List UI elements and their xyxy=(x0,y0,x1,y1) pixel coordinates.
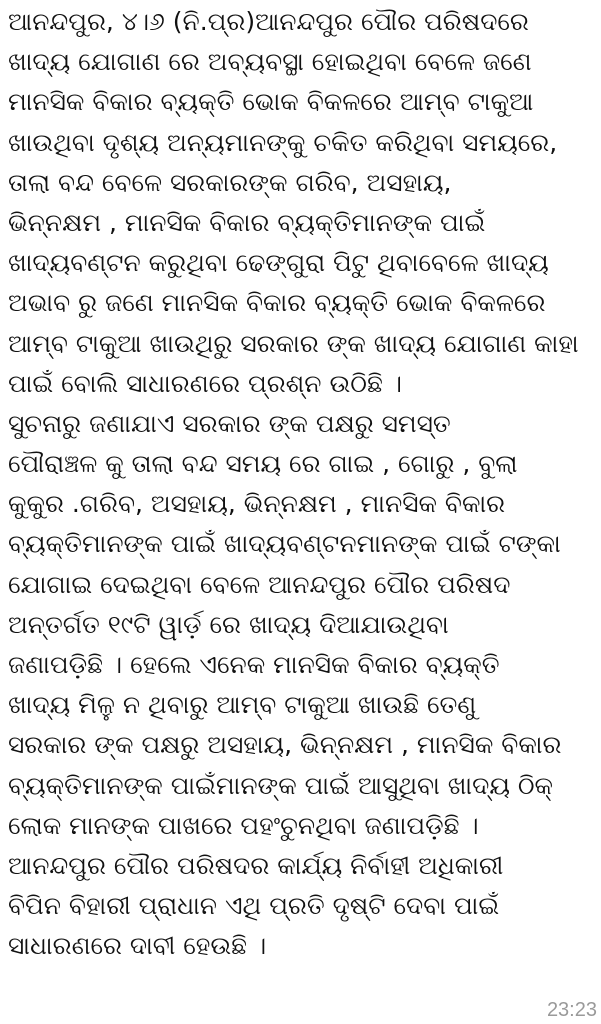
message-line: ଆମ୍ବ ଟାକୁଆ ଖାଉଥିରୁ ସରକାର ଙ୍କ ଖାଦ୍ୟ ଯୋଗାଣ କାହା xyxy=(8,328,579,358)
message-line: କୁକୁର .ଗରିବ, ଅସହାୟ, ଭିନ୍ନକ୍ଷମ , ମାନସିକ ବିକାର xyxy=(8,489,506,519)
message-line: ପୌରାଞ୍ଚଳ କୁ ତାଲା ବନ୍ଦ ସମୟ ରେ ଗାଇ , ଗୋରୁ , ବୁଲା xyxy=(8,449,518,479)
message-line: ଯୋଗାଇ ଦେଇଥିବା ବେଳେ ଆନନ୍ଦପୁର ପୌର ପରିଷଦ xyxy=(8,569,511,599)
message-line: ଆନନ୍ଦପୁର ପୌର ପରିଷଦର କାର୍ଯ୍ୟ ନିର୍ବାହୀ ଅଧିକାରୀ xyxy=(8,850,504,880)
message-line: ପାଇଁ ବୋଲି ସାଧାରଣରେ ପ୍ରଶ୍ନ ଉଠିଛି । xyxy=(8,368,402,398)
message-line: ମାନସିକ ବିକାର ବ୍ୟକ୍ତି ଭୋକ ବିକଳରେ ଆମ୍ବ ଟାକୁଆ xyxy=(8,87,534,117)
message-line: ବ୍ୟକ୍ତିମାନଙ୍କ ପାଇଁ ଖାଦ୍ୟବଣ୍ଟନମାନଙ୍କ ପାଇଁ ଟଙ୍କା xyxy=(8,529,561,559)
message-line: ସାଧାରଣରେ ଦାବୀ ହେଉଛି । xyxy=(8,931,267,961)
message-line: ସରକାର ଙ୍କ ପକ୍ଷରୁ ଅସହାୟ, ଭିନ୍ନକ୍ଷମ , ମାନସିକ ବିକାର xyxy=(8,730,562,760)
message-line: ଭିନ୍ନକ୍ଷମ , ମାନସିକ ବିକାର ବ୍ୟକ୍ତିମାନଙ୍କ ପାଇଁ xyxy=(8,207,486,237)
message-line: ବିପିନ ବିହାରୀ ପ୍ରାଧାନ ଏଥି ପ୍ରତି ଦୃଷ୍ଟି ଦେବା ପାଇଁ xyxy=(8,891,500,921)
message-line: ବ୍ୟକ୍ତିମାନଙ୍କ ପାଇଁମାନଙ୍କ ପାଇଁ ଆସୁଥିବା ଖାଦ୍ୟ ଠିକ୍ xyxy=(8,770,554,800)
message-timestamp: 23:23 xyxy=(546,999,597,1021)
message-body xyxy=(8,2,598,967)
message-line: ଜଣାପଡ଼ିଛି । ହେଲେ ଏନେକ ମାନସିକ ବିକାର ବ୍ୟକ୍ତି xyxy=(8,650,500,679)
message-line: ଖାଉଥିବା ଦୃଶ୍ୟ ଅନ୍ୟମାନଙ୍କୁ ଚକିତ କରିଥିବା ସମୟରେ, xyxy=(8,127,558,157)
message-line: ଖାଦ୍ୟବଣ୍ଟନ କରୁଥିବା ଢେଙ୍ଗୁରା ପିଟୁ ଥିବାବେଳେ ଖାଦ୍ୟ xyxy=(8,248,549,278)
message-line: ଲୋକ ମାନଙ୍କ ପାଖରେ ପହଂଚୁନଥିବା ଜଣାପଡ଼ିଛି । xyxy=(8,810,479,840)
message-line: ଖାଦ୍ୟ ଯୋଗାଣ ରେ ଅବ୍ୟବସ୍ଥା ହୋଇଥିବା ବେଳେ ଜଣେ xyxy=(8,47,532,77)
message-line: ଅନ୍ତର୍ଗତ ୧୯ଟି ୱାର୍ଡ଼ ରେ ଖାଦ୍ୟ ଦିଆଯାଉଥିବା xyxy=(8,609,449,639)
message-line: ଅଭାବ ରୁ ଜଣେ ମାନସିକ ବିକାର ବ୍ୟକ୍ତି ଭୋକ ବିକଳରେ xyxy=(8,288,546,318)
message-line: ସୁଚନାରୁ ଜଣାଯାଏ ସରକାର ଙ୍କ ପକ୍ଷରୁ ସମସ୍ତ xyxy=(8,408,451,438)
message-line: ଖାଦ୍ୟ ମିଳୁ ନ ଥିବାରୁ ଆମ୍ବ ଟାକୁଆ ଖାଉଛି ତେଣୁ xyxy=(8,690,477,720)
message-line: ଆନନ୍ଦପୁର, ୪।୬ (ନି.ପ୍ର)ଆନନ୍ଦପୁର ପୌର ପରିଷଦରେ xyxy=(8,7,529,36)
message-line: ତାଲା ବନ୍ଦ ବେଳେ ସରକାରଙ୍କ ଗରିବ, ଅସହାୟ, xyxy=(8,167,452,197)
